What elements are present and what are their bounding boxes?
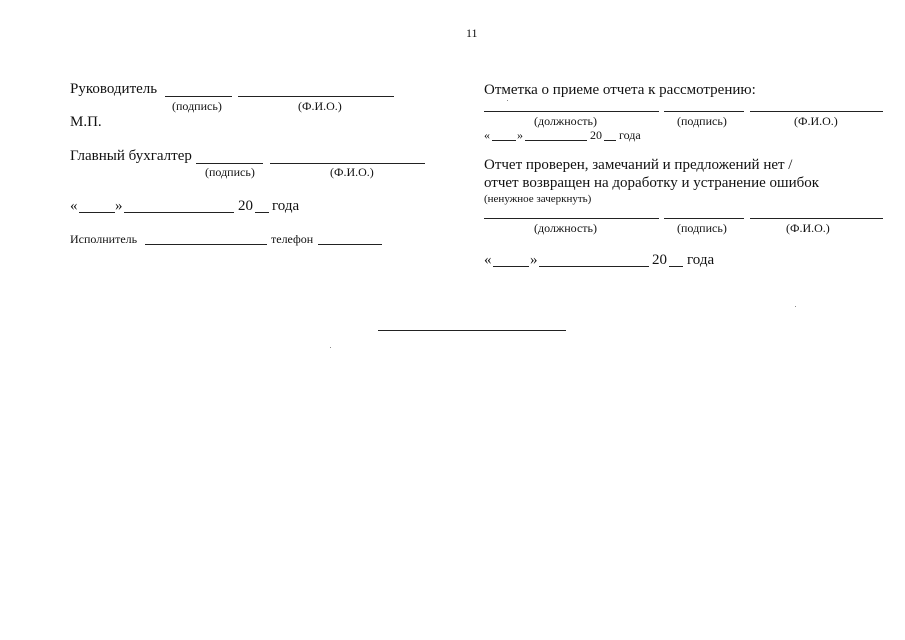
page-number: 11: [466, 26, 478, 40]
review-date-month-line: [539, 266, 649, 267]
review-date-day-line: [493, 266, 529, 267]
head-signature-line: [165, 96, 232, 97]
date-month-line: [124, 212, 234, 213]
review-position-caption: (должность): [534, 221, 597, 235]
date-century: 20: [238, 198, 253, 214]
accountant-name-caption: (Ф.И.О.): [330, 165, 374, 179]
stamp-label: М.П.: [70, 114, 102, 130]
head-label: Руководитель: [70, 81, 158, 97]
small-date-century: 20: [590, 128, 602, 142]
review-date-close-quote: »: [530, 252, 538, 268]
accountant-signature-line: [196, 163, 263, 164]
review-sign-caption: (подпись): [677, 221, 727, 235]
date-year-line: [255, 212, 269, 213]
date-day-line: [79, 212, 115, 213]
executor-label: Исполнитель: [70, 232, 138, 246]
acceptance-sign-caption: (подпись): [677, 114, 727, 128]
executor-line: [145, 244, 267, 245]
phone-line: [318, 244, 382, 245]
acceptance-position-caption: (должность): [534, 114, 597, 128]
small-date-open-quote: «: [484, 128, 490, 142]
review-date-open-quote: «: [484, 252, 492, 268]
small-date-day-line: [492, 140, 516, 141]
accountant-label: Главный бухгалтер: [70, 148, 192, 164]
review-date-year-word: года: [687, 252, 715, 268]
review-date-century: 20: [652, 252, 667, 268]
acceptance-name-caption: (Ф.И.О.): [794, 114, 838, 128]
acceptance-sign-line: [664, 111, 744, 112]
review-name-line: [750, 218, 883, 219]
review-date-year-line: [669, 266, 683, 267]
accountant-sign-caption: (подпись): [205, 165, 255, 179]
small-date-month-line: [525, 140, 587, 141]
head-name-line: [238, 96, 394, 97]
strike-note: (ненужное зачеркнуть): [484, 193, 592, 205]
small-date-year-word: года: [619, 128, 641, 142]
review-sign-line: [664, 218, 744, 219]
date-open-quote: «: [70, 198, 78, 214]
review-name-caption: (Ф.И.О.): [786, 221, 830, 235]
small-date-year-line: [604, 140, 616, 141]
check-line-1: Отчет проверен, замечаний и предложений нет /: [484, 157, 793, 173]
acceptance-name-line: [750, 111, 883, 112]
head-sign-caption: (подпись): [172, 99, 222, 113]
separator-line: [378, 330, 566, 331]
scan-speck: [330, 347, 331, 348]
acceptance-position-line: [484, 111, 659, 112]
scan-speck: [507, 100, 508, 101]
acceptance-title: Отметка о приеме отчета к рассмотрению:: [484, 82, 756, 98]
review-position-line: [484, 218, 659, 219]
phone-label: телефон: [271, 232, 314, 246]
date-year-word: года: [272, 198, 300, 214]
date-close-quote: »: [115, 198, 123, 214]
accountant-name-line: [270, 163, 425, 164]
check-line-2: отчет возвращен на доработку и устранение ошибок: [484, 175, 820, 191]
head-name-caption: (Ф.И.О.): [298, 99, 342, 113]
small-date-close-quote: »: [517, 128, 523, 142]
scan-speck: [795, 306, 796, 307]
